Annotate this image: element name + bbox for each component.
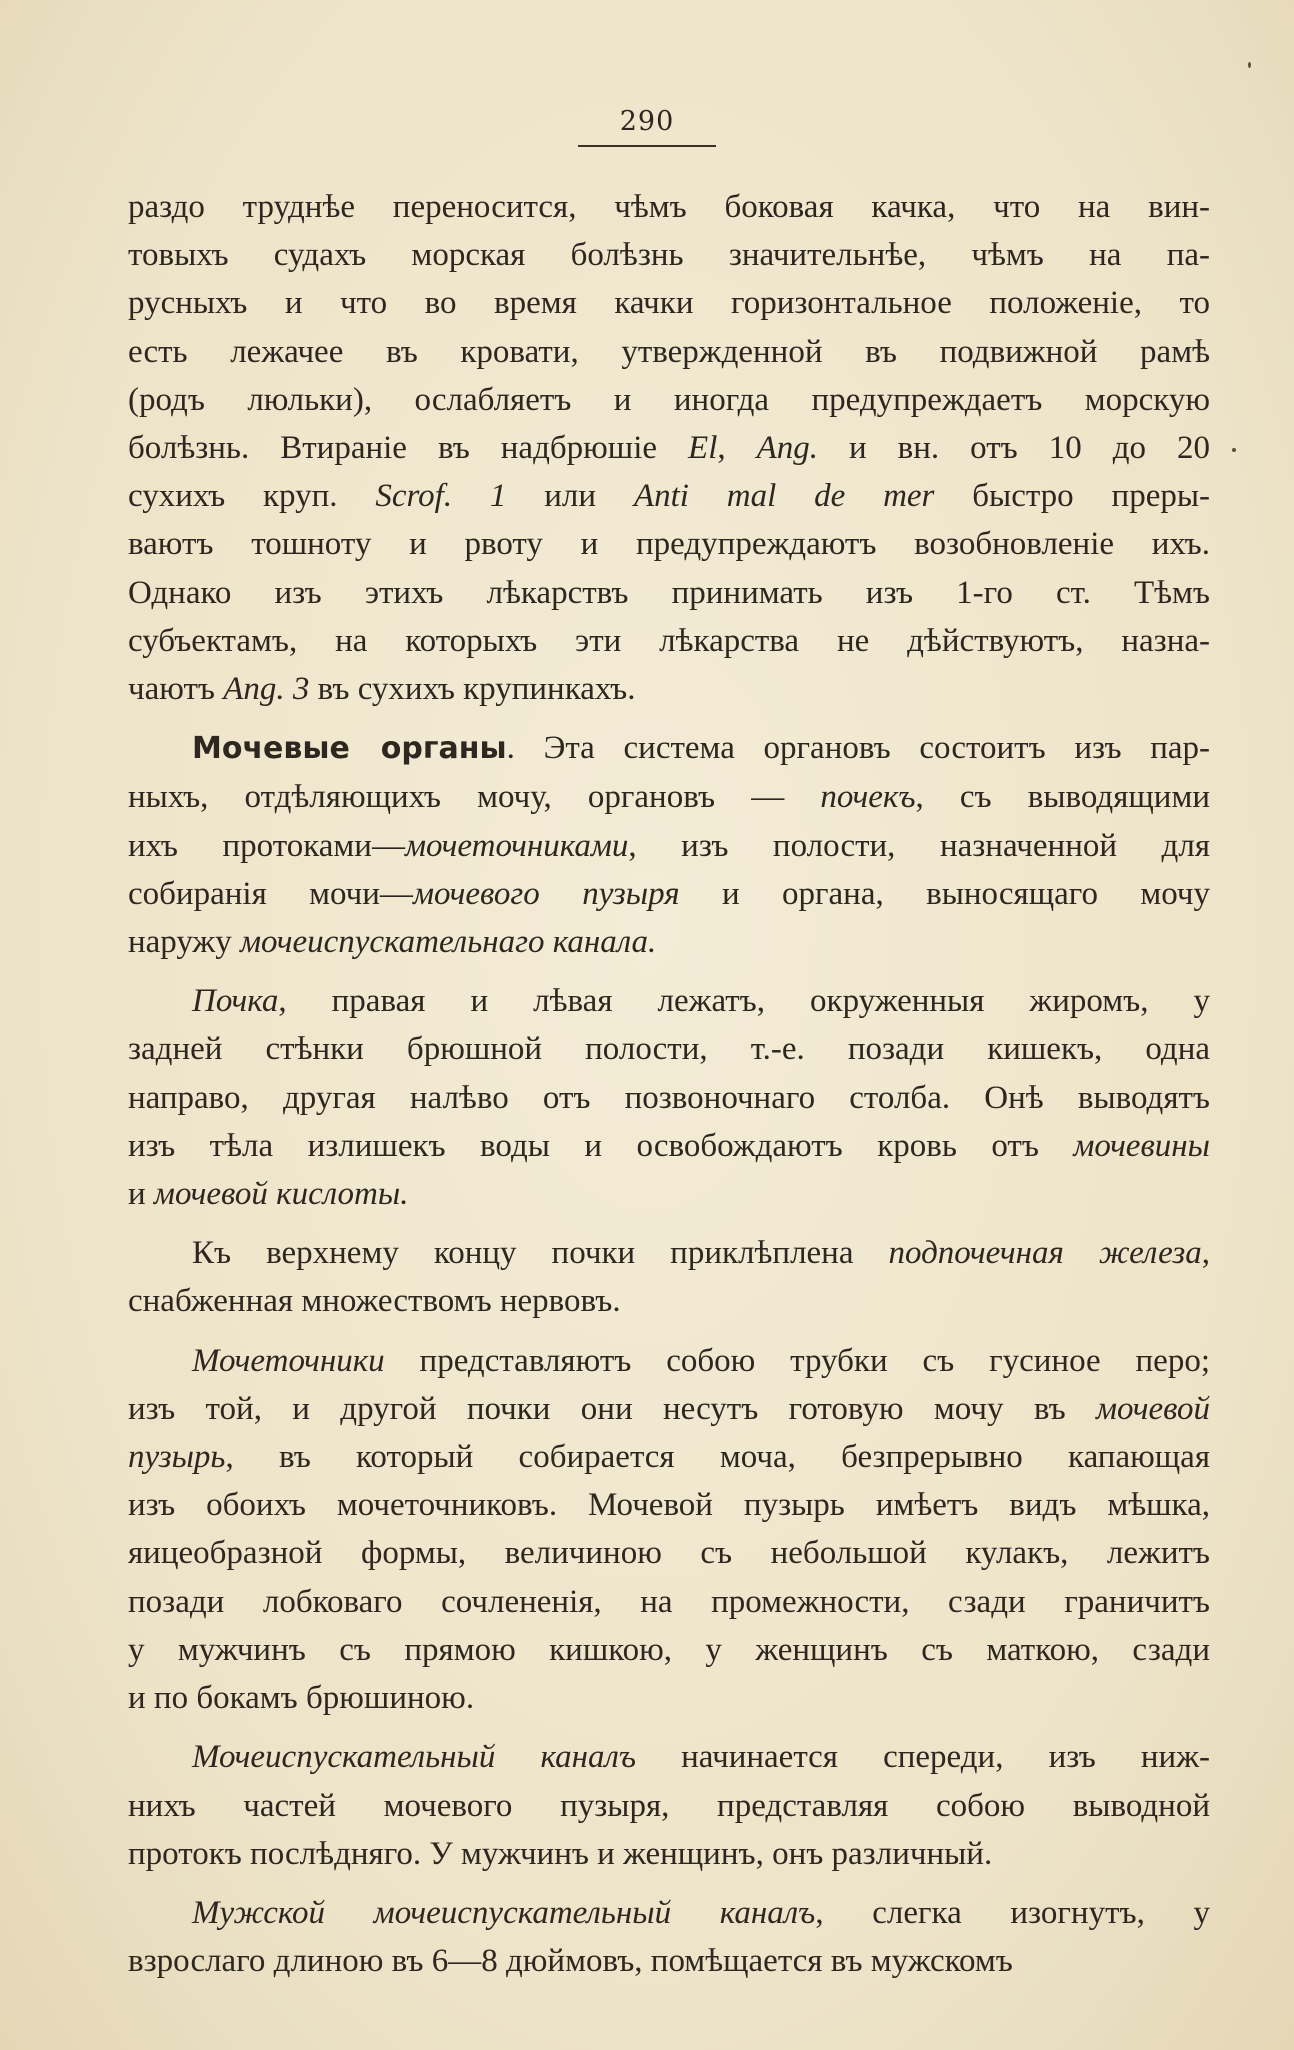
text-run: въ сухихъ крупинкахъ. <box>309 671 636 708</box>
paragraph <box>128 1889 1210 1985</box>
text-line <box>128 773 1210 821</box>
page-number: 290 <box>578 106 717 147</box>
text-line <box>128 1122 1210 1170</box>
emphasis-text: почекъ <box>820 779 916 816</box>
emphasis-text: подпочечная железа <box>888 1235 1202 1272</box>
text-line <box>128 1529 1210 1577</box>
text-run: быстро преры- <box>934 478 1210 515</box>
text-run: и <box>128 1176 154 1213</box>
text-run: взрослаго длиною въ 6—8 дюймовъ, помѣщается въ мужскомъ <box>128 1943 1013 1980</box>
emphasis-text: мочеиспускательнаго канала. <box>240 924 657 961</box>
text-line <box>128 1433 1210 1481</box>
text-line <box>128 328 1210 376</box>
text-line <box>128 617 1210 665</box>
text-line <box>128 1481 1210 1529</box>
paragraph <box>128 724 1210 966</box>
text-line <box>128 1337 1210 1385</box>
emphasis-text: Мочеиспускательный каналъ <box>192 1739 637 1776</box>
text-run: чаютъ <box>128 671 224 708</box>
text-run: изъ обоихъ мочеточниковъ. Мочевой пузырь имѣетъ видъ мѣшка, <box>128 1487 1210 1524</box>
text-run: задней стѣнки брюшной полости, т.-е. позади кишекъ, одна <box>128 1031 1210 1068</box>
emphasis-text: мочеточниками <box>404 827 629 864</box>
text-run: и вн. отъ 10 до 20 <box>818 430 1210 467</box>
text-run: субъектамъ, на которыхъ эти лѣкарства не дѣйствуютъ, назна- <box>128 622 1210 659</box>
print-speck <box>1248 62 1251 68</box>
text-run: у мужчинъ съ прямою кишкою, у женщинъ съ маткою, сзади <box>128 1631 1210 1668</box>
text-line <box>128 1385 1210 1433</box>
text-run: ихъ протоками— <box>128 827 405 864</box>
text-run: . Эта система органовъ состоитъ изъ пар- <box>506 730 1211 767</box>
text-line <box>128 870 1210 918</box>
text-line <box>128 1674 1210 1722</box>
emphasis-text: мочевого пузыря <box>412 875 680 912</box>
text-run: Къ верхнему концу почки приклѣплена <box>192 1235 889 1272</box>
text-run: Однако изъ этихъ лѣкарствъ принимать изъ 1-го ст. Тѣмъ <box>128 574 1210 611</box>
text-run: снабженная множествомъ нервовъ. <box>128 1283 621 1320</box>
emphasis-text: Ang. 3 <box>223 671 310 708</box>
text-line <box>128 1733 1210 1781</box>
paragraph <box>128 183 1210 713</box>
text-run: протокъ послѣдняго. У мужчинъ и женщинъ, онъ различный. <box>128 1835 993 1872</box>
emphasis-text: Anti mal de mer <box>633 478 935 515</box>
text-run: , правая и лѣвая лежатъ, окруженныя жиромъ, у <box>278 983 1210 1020</box>
emphasis-text: Почка <box>192 983 279 1020</box>
text-run: начинается спереди, изъ ниж- <box>636 1739 1210 1776</box>
text-run: русныхъ и что во время качки горизонтальное положеніе, то <box>128 285 1210 322</box>
text-run: ваютъ тошноту и рвоту и предупреждаютъ возобновленіе ихъ. <box>128 526 1210 563</box>
text-run: сухихъ круп. <box>128 478 376 515</box>
text-line <box>128 569 1210 617</box>
text-line <box>128 1830 1210 1878</box>
text-run: наружу <box>128 924 240 961</box>
text-line <box>128 1889 1210 1937</box>
text-run: (родъ люльки), ослабляетъ и иногда предупреждаетъ морскую <box>128 381 1210 418</box>
text-line <box>128 472 1210 520</box>
text-line <box>128 1782 1210 1830</box>
emphasis-text: Ang. <box>756 430 819 467</box>
text-line <box>128 1074 1210 1122</box>
text-run: или <box>506 478 634 515</box>
text-line <box>128 977 1210 1025</box>
paragraph <box>128 1733 1210 1878</box>
emphasis-text: El <box>688 430 718 467</box>
text-line <box>128 520 1210 568</box>
text-line <box>128 1170 1210 1218</box>
text-run: , <box>717 430 757 467</box>
text-line <box>128 1937 1210 1985</box>
text-run: , слегка изогнутъ, у <box>815 1894 1210 1931</box>
text-line <box>128 1025 1210 1073</box>
emphasis-text: мочевой <box>1096 1390 1210 1427</box>
text-line <box>128 279 1210 327</box>
text-run: ныхъ, отдѣляющихъ мочу, органовъ — <box>128 779 821 816</box>
paragraph <box>128 1229 1210 1325</box>
text-line <box>128 231 1210 279</box>
text-line <box>128 665 1210 713</box>
text-run: , изъ полости, назначенной для <box>628 827 1210 864</box>
text-run: , съ выводящими <box>915 779 1210 816</box>
text-line <box>128 918 1210 966</box>
text-run: нихъ частей мочевого пузыря, представляя собою выводной <box>128 1787 1210 1824</box>
body-text <box>128 183 1210 1996</box>
text-run: , <box>1201 1235 1210 1272</box>
text-line <box>128 724 1210 773</box>
text-line <box>128 1277 1210 1325</box>
text-line <box>128 424 1210 472</box>
text-run: изъ тѣла излишекъ воды и освобождаютъ кровь отъ <box>128 1127 1074 1164</box>
text-run: , въ который собирается моча, безпрерывно капающая <box>225 1439 1210 1476</box>
text-run: болѣзнь. Втираніе въ надбрюшіе <box>128 430 689 467</box>
text-line <box>128 1578 1210 1626</box>
text-line <box>128 1229 1210 1277</box>
emphasis-text: пузырь <box>128 1439 226 1476</box>
emphasis-text: Scrof. 1 <box>375 478 507 515</box>
emphasis-text: Мочеточники <box>192 1342 385 1379</box>
emphasis-text: мочевой кислоты. <box>153 1176 409 1213</box>
text-run: изъ той, и другой почки они несутъ готовую мочу въ <box>128 1390 1096 1427</box>
text-line <box>128 376 1210 424</box>
text-line <box>128 183 1210 231</box>
section-heading: Мочевые органы <box>192 731 507 767</box>
emphasis-text: мочевины <box>1073 1127 1210 1164</box>
paragraph <box>128 977 1210 1218</box>
emphasis-text: Мужской мочеиспускательный каналъ <box>192 1894 816 1931</box>
text-run: раздо труднѣе переносится, чѣмъ боковая качка, что на вин- <box>128 189 1210 225</box>
text-run: направо, другая налѣво отъ позвоночнаго столба. Онѣ выводятъ <box>128 1079 1210 1116</box>
text-run: собиранія мочи— <box>128 875 413 912</box>
text-run: и по бокамъ брюшиною. <box>128 1680 475 1717</box>
text-run: есть лежачее въ кровати, утвержденной въ подвижной рамѣ <box>128 333 1210 370</box>
text-line <box>128 1626 1210 1674</box>
page-header <box>0 106 1294 147</box>
text-run: позади лобковаго сочлененія, на промежности, сзади граничитъ <box>128 1583 1210 1620</box>
text-run: товыхъ судахъ морская болѣзнь значительнѣе, чѣмъ на па- <box>128 237 1210 274</box>
text-line <box>128 822 1210 870</box>
paragraph <box>128 1337 1210 1723</box>
text-run: и органа, выносящаго мочу <box>679 875 1210 912</box>
text-run: яицеобразной формы, величиною съ небольшой кулакъ, лежитъ <box>128 1535 1210 1572</box>
text-run: представляютъ собою трубки съ гусиное перо; <box>384 1342 1210 1379</box>
print-speck <box>1232 448 1236 452</box>
